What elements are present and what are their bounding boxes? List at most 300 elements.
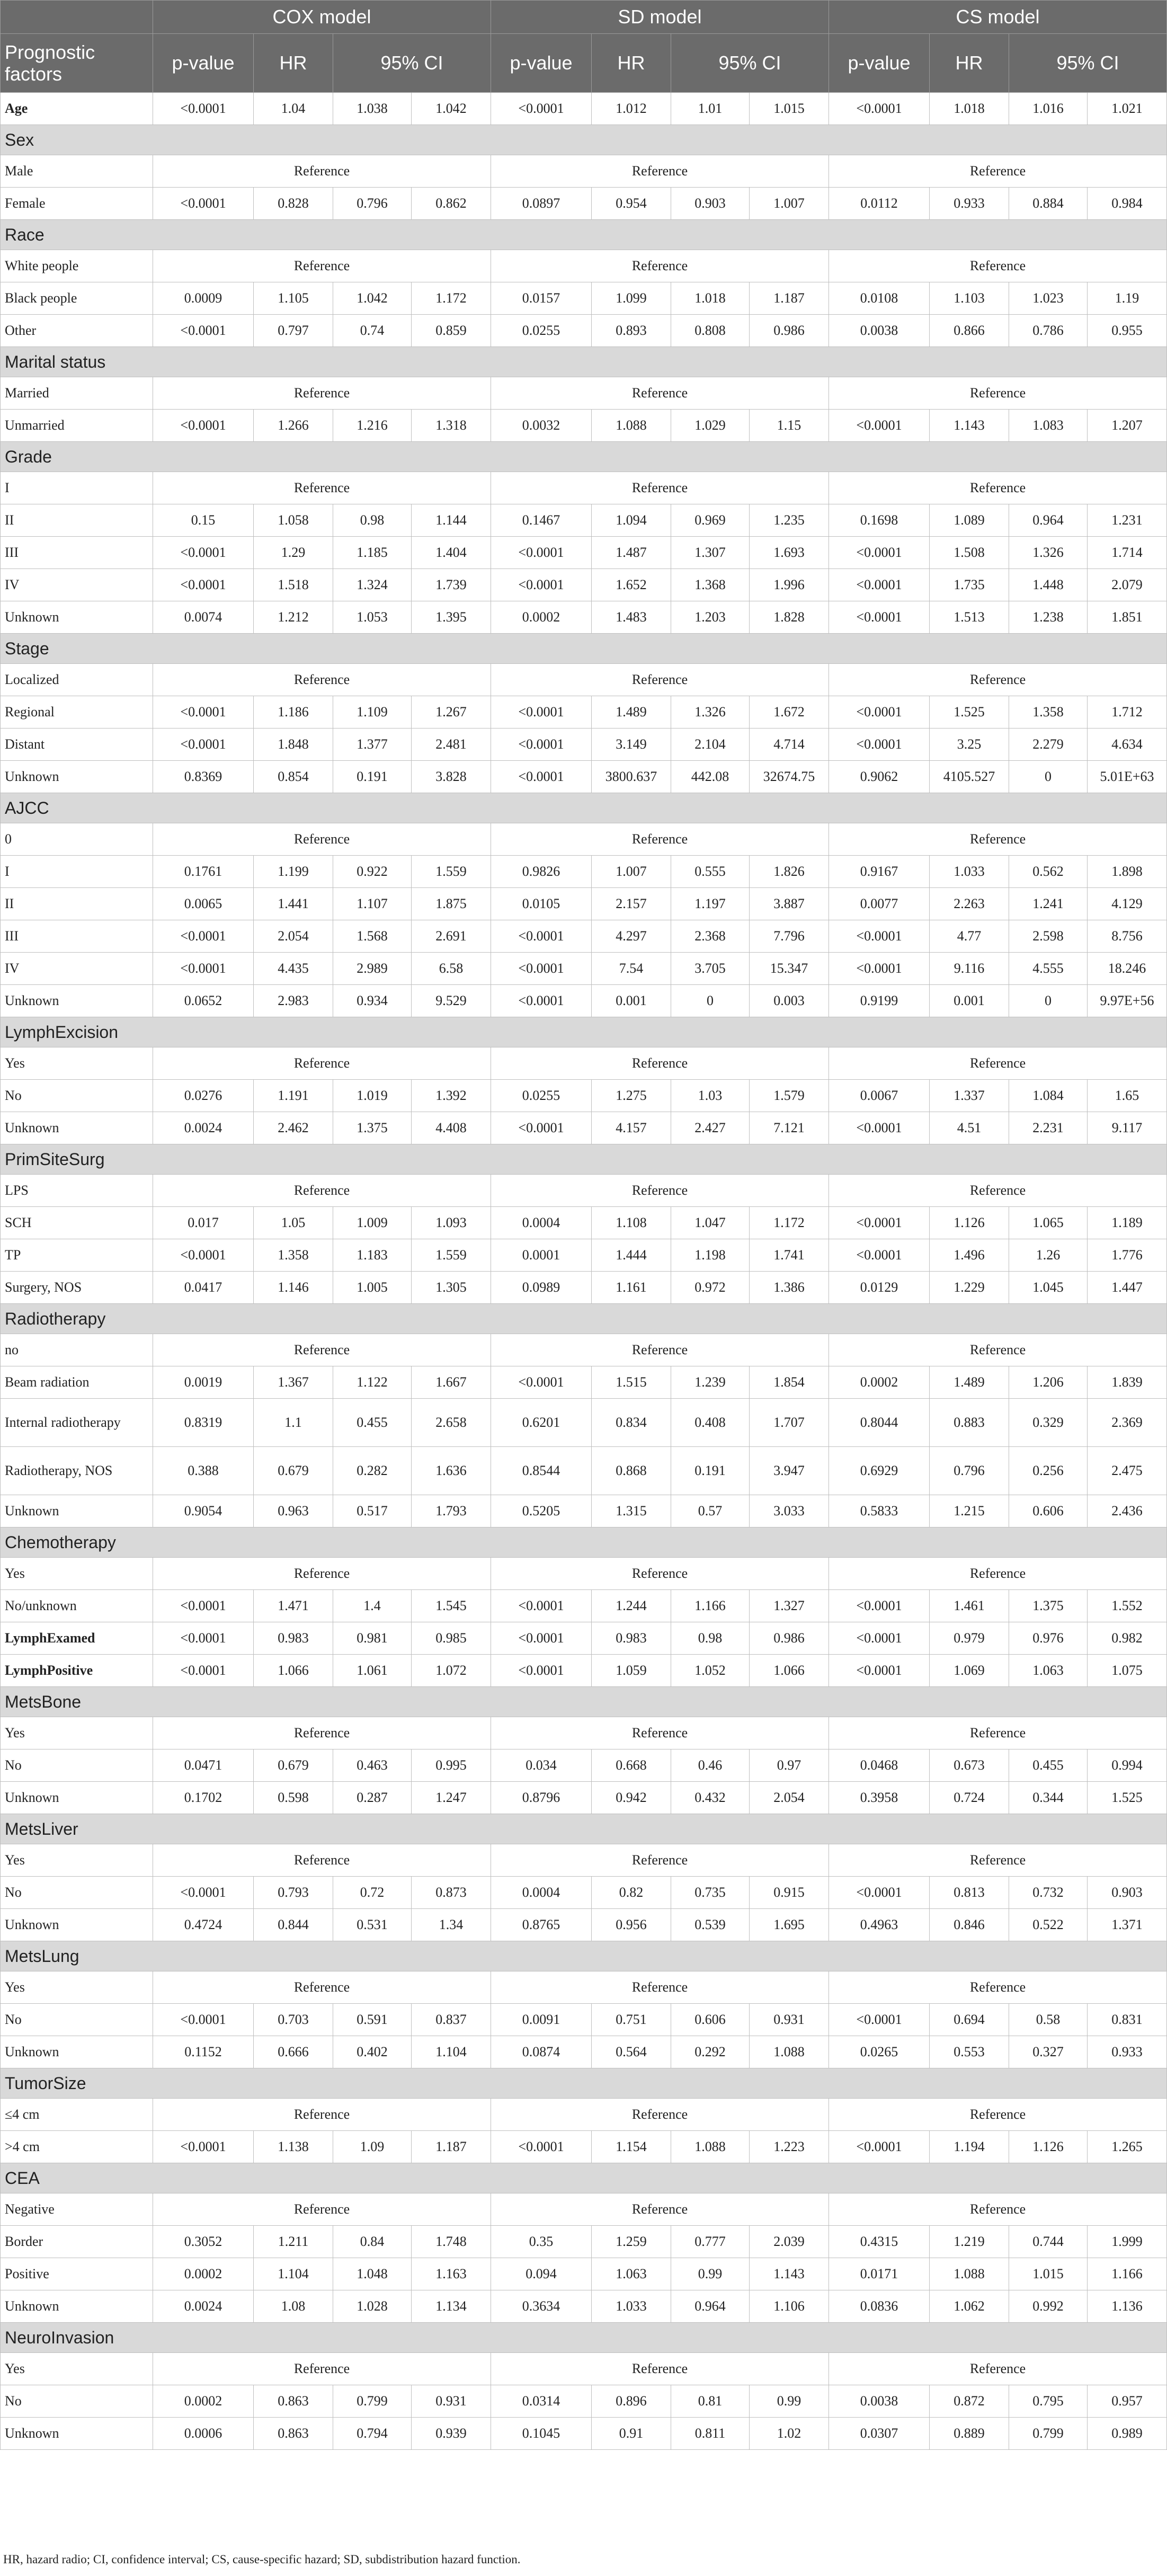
ci-upper-cell: 2.658 [412,1399,491,1447]
hr-cell: 0.564 [592,2036,671,2068]
ci-lower-cell: 1.061 [333,1655,412,1687]
hr-cell: 1.094 [592,504,671,537]
ci-lower-cell: 2.104 [671,729,750,761]
p-value-cell: 0.1698 [829,504,930,537]
p-value-header: p-value [829,34,930,93]
ci-lower-cell: 1.01 [671,93,750,125]
ci-upper-cell: 1.999 [1088,2226,1167,2258]
p-value-cell: <0.0001 [491,1112,592,1144]
factor-label: I [1,472,153,504]
hr-cell: 0.91 [592,2418,671,2450]
reference-row [1,664,1167,696]
ci-upper-cell: 2.475 [1088,1447,1167,1495]
ci-upper-cell: 0.986 [750,315,829,347]
ci-upper-cell: 1.007 [750,188,829,220]
p-value-cell: 0.0002 [153,2385,254,2418]
hr-cell: 0.724 [930,1782,1009,1814]
factor-label: TP [1,1239,153,1272]
ci-upper-cell: 1.776 [1088,1239,1167,1272]
p-value-cell: 0.0255 [491,1080,592,1112]
hr-cell: 1.515 [592,1366,671,1399]
ci-lower-cell: 0.903 [671,188,750,220]
hr-cell: 1.518 [254,569,333,601]
ci-lower-cell: 0.796 [333,188,412,220]
ci-upper-cell: 0.873 [412,1877,491,1909]
ci-upper-cell: 2.481 [412,729,491,761]
hr-cell: 1.496 [930,1239,1009,1272]
hr-cell: 1.146 [254,1272,333,1304]
ci-lower-cell: 1.016 [1009,93,1088,125]
ci-lower-cell: 0.539 [671,1909,750,1941]
table-row [1,2290,1167,2323]
p-value-cell: 0.9167 [829,856,930,888]
hr-cell: 1.315 [592,1495,671,1527]
p-value-cell: <0.0001 [829,410,930,442]
table-row [1,856,1167,888]
factor-label: No [1,1877,153,1909]
p-value-cell: <0.0001 [491,953,592,985]
p-value-cell: <0.0001 [829,696,930,729]
ci-upper-cell: 1.395 [412,601,491,634]
ci-upper-cell: 3.887 [750,888,829,920]
p-value-cell: 0.3634 [491,2290,592,2323]
factor-label: Unknown [1,2290,153,2323]
p-value-cell: <0.0001 [491,93,592,125]
ci-lower-cell: 0.191 [671,1447,750,1495]
ci-upper-cell: 6.58 [412,953,491,985]
hr-cell: 1.012 [592,93,671,125]
ci-upper-cell: 1.392 [412,1080,491,1112]
hr-cell: 0.797 [254,315,333,347]
reference-row [1,1717,1167,1749]
ci-upper-cell: 32674.75 [750,761,829,793]
section-title: Race [1,220,1167,250]
ci-lower-cell: 1.038 [333,93,412,125]
ci-upper-cell: 1.189 [1088,1207,1167,1239]
section-title: AJCC [1,793,1167,823]
ci-lower-cell: 0 [1009,761,1088,793]
p-value-cell: <0.0001 [491,537,592,569]
reference-cell: Reference [491,823,829,856]
p-value-cell: 0.0471 [153,1749,254,1782]
reference-cell: Reference [491,1175,829,1207]
ci-lower-cell: 0.972 [671,1272,750,1304]
ci-lower-cell: 1.048 [333,2258,412,2290]
ci-lower-cell: 1.052 [671,1655,750,1687]
p-value-cell: 0.9199 [829,985,930,1017]
ci-upper-cell: 1.066 [750,1655,829,1687]
reference-cell: Reference [153,1175,491,1207]
ci-lower-cell: 0.777 [671,2226,750,2258]
table-row [1,1877,1167,1909]
table-row [1,315,1167,347]
hr-cell: 4105.527 [930,761,1009,793]
p-value-cell: 0.0067 [829,1080,930,1112]
hr-cell: 1.441 [254,888,333,920]
ci-lower-cell: 2.231 [1009,1112,1088,1144]
ci-lower-cell: 0.799 [333,2385,412,2418]
ci-upper-cell: 1.172 [750,1207,829,1239]
p-value-cell: 0.0265 [829,2036,930,2068]
factor-label: Unknown [1,2036,153,2068]
p-value-cell: <0.0001 [153,2131,254,2163]
hr-cell: 1.089 [930,504,1009,537]
hr-cell: 0.979 [930,1622,1009,1655]
p-value-cell: <0.0001 [829,569,930,601]
hr-cell: 1.652 [592,569,671,601]
reference-row [1,472,1167,504]
hr-cell: 0.703 [254,2004,333,2036]
hr-cell: 1.08 [254,2290,333,2323]
ci-lower-cell: 0.46 [671,1749,750,1782]
hr-cell: 1.489 [930,1366,1009,1399]
ci-lower-cell: 0.98 [671,1622,750,1655]
p-value-cell: 0.0006 [153,2418,254,2450]
section-title: Chemotherapy [1,1527,1167,1558]
hr-cell: 0.694 [930,2004,1009,2036]
factor-label: Distant [1,729,153,761]
factor-label: White people [1,250,153,282]
table-row [1,761,1167,793]
ci-lower-cell: 0.808 [671,315,750,347]
hr-cell: 1.033 [592,2290,671,2323]
ci-lower-cell: 0.934 [333,985,412,1017]
hr-cell: 0.846 [930,1909,1009,1941]
hr-cell: 0.793 [254,1877,333,1909]
p-value-cell: 0.8544 [491,1447,592,1495]
factor-label: Yes [1,1558,153,1590]
ci-upper-cell: 1.695 [750,1909,829,1941]
p-value-cell: 0.0004 [491,1207,592,1239]
hr-cell: 1.108 [592,1207,671,1239]
hr-cell: 4.157 [592,1112,671,1144]
ci-upper-cell: 1.144 [412,504,491,537]
reference-cell: Reference [491,2353,829,2385]
ci-upper-cell: 2.436 [1088,1495,1167,1527]
hr-cell: 1.105 [254,282,333,315]
ci-upper-cell: 1.525 [1088,1782,1167,1814]
table-row [1,888,1167,920]
ci-lower-cell: 0.794 [333,2418,412,2450]
p-value-cell: 0.0074 [153,601,254,634]
ci-lower-cell: 1.4 [333,1590,412,1622]
p-value-cell: 0.8044 [829,1399,930,1447]
ci-upper-cell: 0.984 [1088,188,1167,220]
ci-lower-cell: 1.568 [333,920,412,953]
ci-upper-cell: 1.552 [1088,1590,1167,1622]
ci-upper-cell: 1.34 [412,1909,491,1941]
p-value-cell: 0.9054 [153,1495,254,1527]
reference-row [1,1558,1167,1590]
hr-cell: 0.854 [254,761,333,793]
reference-cell: Reference [153,1844,491,1877]
p-value-cell: 0.0001 [491,1239,592,1272]
factor-label: II [1,504,153,537]
p-value-cell: <0.0001 [153,1655,254,1687]
p-value-cell: 0.0077 [829,888,930,920]
factor-label: Localized [1,664,153,696]
model-header-cs: CS model [829,1,1167,34]
factor-label: LymphPositive [1,1655,153,1687]
reference-row [1,1047,1167,1080]
p-value-cell: 0.5205 [491,1495,592,1527]
p-value-cell: 0.0129 [829,1272,930,1304]
ci-upper-cell: 1.207 [1088,410,1167,442]
hr-cell: 0.598 [254,1782,333,1814]
ci-lower-cell: 1.084 [1009,1080,1088,1112]
ci-upper-cell: 1.559 [412,856,491,888]
ci-upper-cell: 0.957 [1088,2385,1167,2418]
ci-lower-cell: 1.019 [333,1080,412,1112]
p-value-cell: <0.0001 [491,729,592,761]
hr-cell: 1.848 [254,729,333,761]
ci-lower-cell: 1.216 [333,410,412,442]
factor-label: Radiotherapy, NOS [1,1447,153,1495]
reference-cell: Reference [153,1971,491,2004]
p-value-cell: <0.0001 [491,1655,592,1687]
factor-label: No [1,1749,153,1782]
table-row [1,537,1167,569]
ci-lower-cell: 0.282 [333,1447,412,1495]
table-row [1,1366,1167,1399]
hr-cell: 1.099 [592,282,671,315]
ci-lower-cell: 0.744 [1009,2226,1088,2258]
ci-upper-cell: 1.714 [1088,537,1167,569]
p-value-cell: 0.388 [153,1447,254,1495]
table-row [1,920,1167,953]
ci-upper-cell: 1.636 [412,1447,491,1495]
p-value-cell: <0.0001 [829,920,930,953]
factor-label: Unmarried [1,410,153,442]
p-value-cell: <0.0001 [153,729,254,761]
ci-lower-cell: 0.969 [671,504,750,537]
ci-lower-cell: 0.292 [671,2036,750,2068]
hr-cell: 1.259 [592,2226,671,2258]
ci-upper-cell: 0.989 [1088,2418,1167,2450]
ci-lower-cell: 2.368 [671,920,750,953]
hr-cell: 3.25 [930,729,1009,761]
reference-row [1,2193,1167,2226]
ci-upper-cell: 0.99 [750,2385,829,2418]
hr-header: HR [930,34,1009,93]
reference-cell: Reference [491,377,829,410]
table-row [1,953,1167,985]
p-value-cell: 0.8765 [491,1909,592,1941]
hr-cell: 1.191 [254,1080,333,1112]
reference-cell: Reference [491,664,829,696]
hr-cell: 0.863 [254,2418,333,2450]
factor-label: Yes [1,1971,153,2004]
table-row [1,985,1167,1017]
hr-cell: 1.337 [930,1080,1009,1112]
p-value-cell: <0.0001 [153,537,254,569]
ci-upper-cell: 1.223 [750,2131,829,2163]
table-row [1,2226,1167,2258]
ci-lower-cell: 0.799 [1009,2418,1088,2450]
reference-row [1,2353,1167,2385]
hr-cell: 1.138 [254,2131,333,2163]
p-value-cell: 0.0417 [153,1272,254,1304]
p-value-header: p-value [153,34,254,93]
section-header-row [1,2323,1167,2353]
reference-cell: Reference [829,823,1167,856]
ci-lower-cell: 2.427 [671,1112,750,1144]
reference-cell: Reference [491,155,829,188]
table-footnote: HR, hazard radio; CI, confidence interval; CS, cause-specific hazard; SD, subdistribution hazard function. [3,2553,521,2566]
factor-label: Surgery, NOS [1,1272,153,1304]
ci-upper-cell: 1.404 [412,537,491,569]
ci-upper-cell: 1.305 [412,1272,491,1304]
section-header-row [1,1017,1167,1047]
reference-cell: Reference [153,664,491,696]
hr-cell: 0.956 [592,1909,671,1941]
hr-cell: 1.487 [592,537,671,569]
reference-cell: Reference [491,1971,829,2004]
table-row [1,2418,1167,2450]
ci-upper-cell: 1.579 [750,1080,829,1112]
table-header [1,1,1167,93]
ci-upper-cell: 1.075 [1088,1655,1167,1687]
hr-cell: 1.219 [930,2226,1009,2258]
factor-label: Border [1,2226,153,2258]
ci-lower-cell: 0.976 [1009,1622,1088,1655]
table-row [1,1655,1167,1687]
ci-lower-cell: 1.183 [333,1239,412,1272]
ci-upper-cell: 0.831 [1088,2004,1167,2036]
hr-cell: 0.82 [592,1877,671,1909]
ci-lower-cell: 1.126 [1009,2131,1088,2163]
hr-cell: 0.933 [930,188,1009,220]
p-value-cell: 0.0002 [829,1366,930,1399]
hr-cell: 1.05 [254,1207,333,1239]
p-value-cell: 0.0065 [153,888,254,920]
p-value-cell: 0.6929 [829,1447,930,1495]
p-value-cell: 0.0038 [829,2385,930,2418]
ci-upper-cell: 1.136 [1088,2290,1167,2323]
p-value-cell: 0.9062 [829,761,930,793]
hr-cell: 7.54 [592,953,671,985]
p-value-cell: <0.0001 [153,1877,254,1909]
p-value-cell: <0.0001 [829,2131,930,2163]
ci-upper-cell: 5.01E+63 [1088,761,1167,793]
ci-lower-cell: 1.448 [1009,569,1088,601]
ci-upper-cell: 0.931 [412,2385,491,2418]
hr-cell: 4.51 [930,1112,1009,1144]
reference-row [1,2099,1167,2131]
hr-cell: 1.199 [254,856,333,888]
p-value-cell: <0.0001 [153,696,254,729]
reference-cell: Reference [491,1558,829,1590]
ci-upper-cell: 1.371 [1088,1909,1167,1941]
table-row [1,1239,1167,1272]
ci-lower-cell: 1.375 [333,1112,412,1144]
ci-lower-cell: 1.307 [671,537,750,569]
ci-lower-cell: 0.531 [333,1909,412,1941]
ci-lower-cell: 0.98 [333,504,412,537]
hr-cell: 1.143 [930,410,1009,442]
hr-cell: 1.126 [930,1207,1009,1239]
ci-lower-cell: 1.047 [671,1207,750,1239]
factor-label: Unknown [1,761,153,793]
factor-label: IV [1,569,153,601]
section-header-row [1,1527,1167,1558]
section-header-row [1,1687,1167,1717]
reference-row [1,823,1167,856]
hr-cell: 0.001 [592,985,671,1017]
ci-upper-cell: 1.235 [750,504,829,537]
model-header-row [1,1,1167,34]
ci-lower-cell: 1.375 [1009,1590,1088,1622]
section-header-row [1,1144,1167,1175]
table-row [1,569,1167,601]
ci-lower-cell: 4.555 [1009,953,1088,985]
ci-lower-cell: 0.84 [333,2226,412,2258]
section-header-row [1,2163,1167,2193]
hr-cell: 1.29 [254,537,333,569]
ci-lower-cell: 0.981 [333,1622,412,1655]
p-value-cell: <0.0001 [829,1207,930,1239]
p-value-cell: <0.0001 [829,953,930,985]
p-value-cell: 0.0989 [491,1272,592,1304]
ci-lower-cell: 0.72 [333,1877,412,1909]
ci-upper-cell: 1.021 [1088,93,1167,125]
reference-row [1,250,1167,282]
p-value-cell: 0.0019 [153,1366,254,1399]
header-blank-cell [1,1,153,34]
p-value-cell: <0.0001 [491,569,592,601]
hr-cell: 0.889 [930,2418,1009,2450]
factor-label: No [1,2004,153,2036]
ci-lower-cell: 0.256 [1009,1447,1088,1495]
ci-lower-cell: 0 [671,985,750,1017]
hr-cell: 1.444 [592,1239,671,1272]
section-header-row [1,220,1167,250]
hr-cell: 1.161 [592,1272,671,1304]
ci-upper-cell: 4.129 [1088,888,1167,920]
hr-cell: 1.483 [592,601,671,634]
ci-lower-cell: 0.58 [1009,2004,1088,2036]
hr-cell: 1.066 [254,1655,333,1687]
ci-lower-cell: 0.99 [671,2258,750,2290]
hr-cell: 1.1 [254,1399,333,1447]
ci-upper-cell: 1.65 [1088,1080,1167,1112]
ci-upper-cell: 9.117 [1088,1112,1167,1144]
ci-lower-cell: 1.109 [333,696,412,729]
p-value-cell: <0.0001 [153,188,254,220]
reference-cell: Reference [829,377,1167,410]
ci-upper-cell: 1.134 [412,2290,491,2323]
p-value-cell: <0.0001 [491,2131,592,2163]
ci-upper-cell: 4.634 [1088,729,1167,761]
ci-upper-cell: 1.748 [412,2226,491,2258]
ci-lower-cell: 1.018 [671,282,750,315]
hr-cell: 1.358 [254,1239,333,1272]
p-value-cell: <0.0001 [153,315,254,347]
reference-cell: Reference [153,2193,491,2226]
ci-lower-cell: 1.241 [1009,888,1088,920]
section-header-row [1,2068,1167,2099]
ci-header: 95% CI [1009,34,1167,93]
factor-label: Unknown [1,1112,153,1144]
ci-upper-cell: 0.931 [750,2004,829,2036]
ci-lower-cell: 1.326 [671,696,750,729]
reference-cell: Reference [491,2099,829,2131]
reference-cell: Reference [153,1047,491,1080]
ci-upper-cell: 1.707 [750,1399,829,1447]
ci-lower-cell: 1.09 [333,2131,412,2163]
factor-label: II [1,888,153,920]
hr-cell: 1.007 [592,856,671,888]
